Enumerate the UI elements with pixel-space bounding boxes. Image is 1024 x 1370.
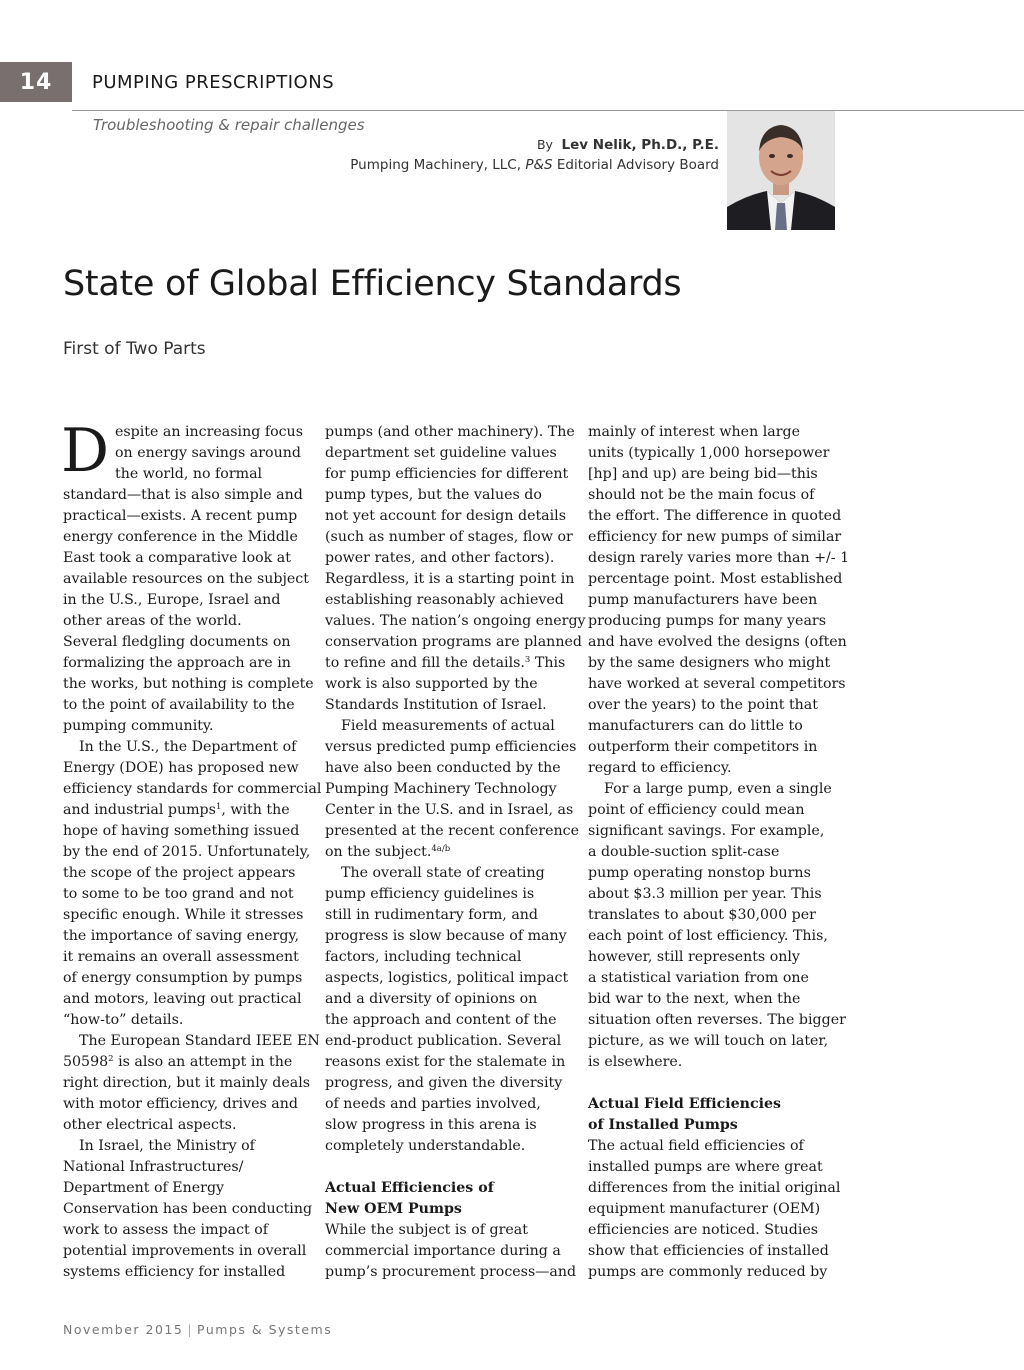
byline [350, 135, 719, 175]
page-footer [63, 1322, 332, 1337]
text-line: the world, no formal [115, 466, 263, 482]
text-line: on the subject.$^{4a/b}$ [325, 844, 451, 860]
text-line: Conservation has been conducting [63, 1201, 313, 1217]
text-line: mainly of interest when large [588, 424, 800, 440]
text-line: about $3.3 million per year. This [588, 886, 822, 902]
text-line: is elsewhere. [588, 1054, 683, 1070]
text-line: power rates, and other factors). [325, 550, 555, 566]
footnote-ref: 3 [524, 655, 531, 665]
text-line: translates to about $30,000 per [588, 907, 816, 923]
text-line: situation often reverses. The bigger [588, 1012, 846, 1028]
page-number-tab [0, 62, 72, 102]
article-column-2 [325, 422, 586, 1283]
text-line: standard—that is also simple and [63, 487, 303, 503]
text-line: work is also supported by the [325, 676, 538, 692]
text-line: a double-suction split-case [588, 844, 780, 860]
text-line: for pump efficiencies for different [325, 466, 569, 482]
text-line: and motors, leaving out practical [63, 991, 302, 1007]
text-line: producing pumps for many years [588, 613, 826, 629]
text-line: units (typically 1,000 horsepower [588, 445, 830, 461]
text-line: establishing reasonably achieved [325, 592, 564, 608]
text-line: [hp] and up) are being bid—this [588, 466, 818, 482]
article-column-3 [588, 422, 850, 1283]
text-line: to the point of availability to the [63, 697, 295, 713]
spacer [325, 1157, 571, 1178]
column-subtitle: Troubleshooting & repair challenges [93, 116, 365, 134]
text-line: have also been conducted by the [325, 760, 561, 776]
text-line: differences from the initial original [588, 1180, 841, 1196]
text-line: in the U.S., Europe, Israel and [63, 592, 281, 608]
text-line: each point of lost efficiency. This, [588, 928, 828, 944]
text-line: and a diversity of opinions on [325, 991, 538, 1007]
text-line: values. The nation’s ongoing energy [325, 613, 586, 629]
text-line: to refine and fill the details.$^3$ This [325, 655, 566, 671]
page-number: 14 [19, 69, 53, 95]
text-line: Energy (DOE) has proposed new [63, 760, 299, 776]
text-line: commercial importance during a [325, 1243, 561, 1259]
text-line: manufacturers can do little to [588, 718, 803, 734]
text-line: pumps (and other machinery). The [325, 424, 575, 440]
text-line: For a large pump, even a single [604, 781, 832, 797]
text-line: “how-to” details. [63, 1012, 184, 1028]
text-line: picture, as we will touch on later, [588, 1033, 829, 1049]
text-line: Center in the U.S. and in Israel, as [325, 802, 574, 818]
text-line: department set guideline values [325, 445, 557, 461]
text-line: pump types, but the values do [325, 487, 542, 503]
text-line: outperform their competitors in [588, 739, 818, 755]
text-line: of energy consumption by pumps [63, 970, 303, 986]
text-line: specific enough. While it stresses [63, 907, 304, 923]
text-line: 50598$^2$ is also an attempt in the [63, 1054, 293, 1070]
text-line: systems efficiency for installed [63, 1264, 286, 1280]
text-line: other areas of the world. [63, 613, 242, 629]
text-line: East took a comparative look at [63, 550, 291, 566]
text-line: regard to efficiency. [588, 760, 732, 776]
text-line: espite an increasing focus [115, 424, 303, 440]
footer-date: November 2015 [63, 1322, 184, 1337]
text-line: it remains an overall assessment [63, 949, 299, 965]
subhead: of Installed Pumps [588, 1117, 738, 1133]
text-line: The actual field efficiencies of [588, 1138, 804, 1154]
text-line: Several fledgling documents on [63, 634, 291, 650]
section-title: PUMPING PRESCRIPTIONS [92, 72, 335, 93]
text-line: significant savings. For example, [588, 823, 825, 839]
text-line: pump manufacturers have been [588, 592, 818, 608]
text-line: work to assess the impact of [63, 1222, 269, 1238]
text-line: (such as number of stages, flow or [325, 529, 573, 545]
text-line: slow progress in this arena is [325, 1117, 537, 1133]
article-title: State of Global Efficiency Standards [63, 264, 682, 304]
text-line: efficiencies are noticed. Studies [588, 1222, 819, 1238]
text-line: In Israel, the Ministry of [79, 1138, 255, 1154]
text-line: factors, including technical [325, 949, 522, 965]
text-line: progress is slow because of many [325, 928, 567, 944]
article-column-1 [61, 416, 322, 1283]
author-name: Lev Nelik, Ph.D., P.E. [561, 137, 719, 153]
text-line: formalizing the approach are in [63, 655, 291, 671]
by-label: By [536, 137, 553, 152]
article-deck: First of Two Parts [63, 339, 206, 359]
text-line: efficiency for new pumps of similar [588, 529, 842, 545]
text-line: In the U.S., the Department of [79, 739, 297, 755]
text-line: pump efficiency guidelines is [325, 886, 535, 902]
footer-magazine: Pumps & Systems [197, 1322, 333, 1337]
text-line: presented at the recent conference [325, 823, 579, 839]
text-line: Standards Institution of Israel. [325, 697, 547, 713]
text-line: design rarely varies more than +/- 1 [588, 550, 850, 566]
text-line: by the same designers who might [588, 655, 831, 671]
subhead: Actual Field Efficiencies [588, 1096, 782, 1112]
footnote-ref: 1 [215, 802, 222, 812]
text-line: with motor efficiency, drives and [63, 1096, 298, 1112]
text-line: the scope of the project appears [63, 865, 296, 881]
text-line: versus predicted pump efficiencies [325, 739, 577, 755]
footnote-ref: 4a/b [431, 844, 451, 854]
text-line: completely understandable. [325, 1138, 526, 1154]
author-affiliation: Pumping Machinery, LLC, P&S Editorial Advisory Board [350, 157, 719, 173]
header-rule [72, 110, 1024, 111]
text-line: aspects, logistics, political impact [325, 970, 569, 986]
text-line: Department of Energy [63, 1180, 225, 1196]
text-line: still in rudimentary form, and [325, 907, 539, 923]
text-line: potential improvements in overall [63, 1243, 307, 1259]
text-line: have worked at several competitors [588, 676, 846, 692]
text-line: Field measurements of actual [341, 718, 555, 734]
text-line: reasons exist for the stalemate in [325, 1054, 566, 1070]
text-line: percentage point. Most established [588, 571, 843, 587]
text-line: conservation programs are planned [325, 634, 582, 650]
text-line: the importance of saving energy, [63, 928, 300, 944]
text-line: the approach and content of the [325, 1012, 557, 1028]
text-line: pumping community. [63, 718, 214, 734]
text-line: however, still represents only [588, 949, 800, 965]
text-line: point of efficiency could mean [588, 802, 805, 818]
spacer [588, 1073, 834, 1094]
text-line: the effort. The difference in quoted [588, 508, 842, 524]
text-line: efficiency standards for commercial [63, 781, 322, 797]
text-line: The overall state of creating [341, 865, 545, 881]
text-line: pumps are commonly reduced by [588, 1264, 828, 1280]
text-line: to some to be too grand and not [63, 886, 294, 902]
text-line: installed pumps are where great [588, 1159, 823, 1175]
text-line: progress, and given the diversity [325, 1075, 563, 1091]
text-line: and industrial pumps$^1$, with the [63, 802, 290, 818]
text-line: a statistical variation from one [588, 970, 809, 986]
drop-cap: D [61, 416, 110, 486]
text-line: pump’s procurement process—and [325, 1264, 577, 1280]
text-line: not yet account for design details [325, 508, 566, 524]
text-line: energy conference in the Middle [63, 529, 298, 545]
text-line: other electrical aspects. [63, 1117, 237, 1133]
text-line: Regardless, it is a starting point in [325, 571, 575, 587]
text-line: bid war to the next, when the [588, 991, 801, 1007]
text-line: on energy savings around [115, 445, 301, 461]
text-line: end-product publication. Several [325, 1033, 562, 1049]
text-line: over the years) to the point that [588, 697, 818, 713]
text-line: should not be the main focus of [588, 487, 815, 503]
text-line: right direction, but it mainly deals [63, 1075, 311, 1091]
footer-separator: | [187, 1322, 194, 1337]
text-line: available resources on the subject [63, 571, 309, 587]
text-line: hope of having something issued [63, 823, 300, 839]
text-line: and have evolved the designs (often [588, 634, 847, 650]
subhead: Actual Efficiencies of [325, 1180, 494, 1196]
text-line: of needs and parties involved, [325, 1096, 541, 1112]
text-line: The European Standard IEEE EN [79, 1033, 320, 1049]
text-line: the works, but nothing is complete [63, 676, 314, 692]
text-line: equipment manufacturer (OEM) [588, 1201, 821, 1217]
author-photo [727, 111, 835, 230]
text-line: Pumping Machinery Technology [325, 781, 557, 797]
text-line: practical—exists. A recent pump [63, 508, 298, 524]
text-line: National Infrastructures/ [63, 1159, 244, 1175]
subhead: New OEM Pumps [325, 1201, 462, 1217]
text-line: While the subject is of great [325, 1222, 528, 1238]
text-line: pump operating nonstop burns [588, 865, 811, 881]
text-line: show that efficiencies of installed [588, 1243, 829, 1259]
footnote-ref: 2 [108, 1054, 114, 1064]
text-line: by the end of 2015. Unfortunately, [63, 844, 311, 860]
